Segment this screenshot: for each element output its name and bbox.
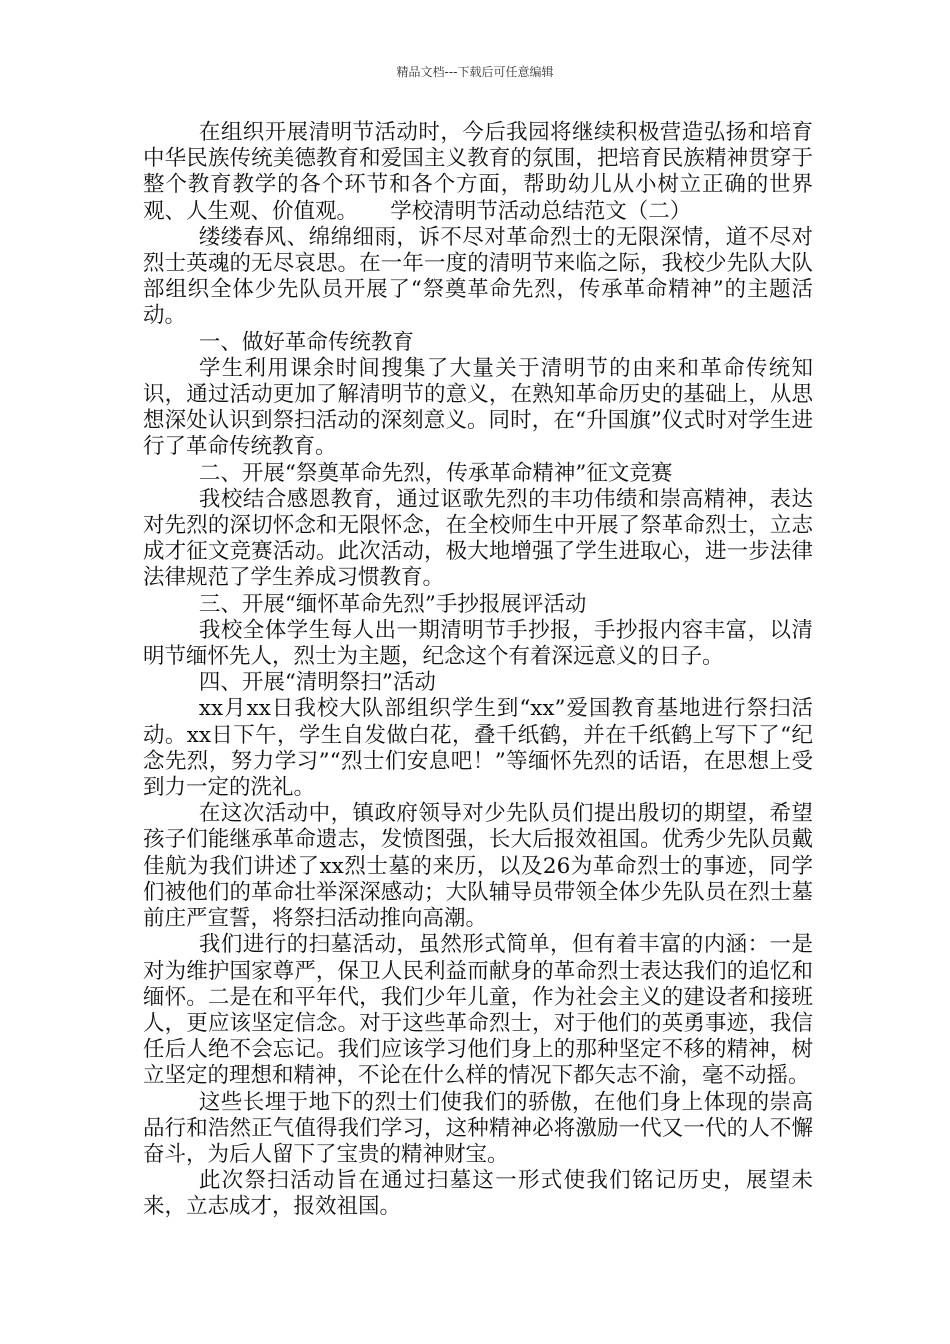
paragraph: 我们进行的扫墓活动，虽然形式简单，但有着丰富的内涵：一是对为维护国家尊严，保卫人民利益而献身的革命烈士表达我们的追忆和缅怀。二是在和平年代，我们少年儿童，作为社会主义的建设者和接班人，更应该坚定信念。对于这些革命烈士，对于他们的英勇事迹，我信任后人绝不会忘记。我们应该学习他们身上的那种坚定不移的精神，树立坚定的理想和精神，不论在什么样的情况下都矢志不渝，毫不动摇。 (143, 932, 813, 1089)
paragraph: 我校结合感恩教育，通过讴歌先烈的丰功伟绩和崇高精神，表达对先烈的深切怀念和无限怀念，在全校师生中开展了祭革命烈士，立志成才征文竞赛活动。此次活动，极大地增强了学生进取心，进一步法律法律规范了学生养成习惯教育。 (143, 486, 813, 591)
paragraph: 在组织开展清明节活动时，今后我园将继续积极营造弘扬和培育中华民族传统美德教育和爱国主义教育的氛围，把培育民族精神贯穿于整个教育教学的各个环节和各个方面，帮助幼儿从小树立正确的世界观、人生观、价值观。 学校清明节活动总结范文（二） (143, 120, 813, 224)
page-header: 精品文档---下载后可任意编辑 (396, 65, 554, 79)
section-heading: 三、开展“缅怀革命先烈”手抄报展评活动 (198, 591, 587, 617)
paragraph: 这些长埋于地下的烈士们使我们的骄傲，在他们身上体现的崇高品行和浩然正气值得我们学习，这种精神必将激励一代又一代的人不懈奋斗，为后人留下了宝贵的精神财宝。 (143, 1089, 813, 1167)
paragraph: 此次祭扫活动旨在通过扫墓这一形式使我们铭记历史，展望未来，立志成才，报效祖国。 (143, 1168, 813, 1220)
paragraph: 在这次活动中，镇政府领导对少先队员们提出殷切的期望，希望孩子们能继承革命遗志，发愤图强，长大后报效祖国。优秀少先队员戴佳航为我们讲述了xx烈士墓的来历，以及26为革命烈士的事迹，同学们被他们的革命壮举深深感动；大队辅导员带领全体少先队员在烈士墓前庄严宣誓，将祭扫活动推向高潮。 (143, 801, 813, 932)
paragraph: 我校全体学生每人出一期清明节手抄报，手抄报内容丰富，以清明节缅怀先人，烈士为主题，纪念这个有着深远意义的日子。 (143, 617, 813, 670)
paragraph: 缕缕春风、绵绵细雨，诉不尽对革命烈士的无限深情，道不尽对烈士英魂的无尽哀思。在一年一度的清明节来临之际，我校少先队大队部组织全体少先队员开展了“祭奠革命先烈，传承革命精神”的主题活动。 (143, 224, 813, 329)
section-heading: 一、做好革命传统教育 (198, 329, 414, 355)
section-heading: 二、开展“祭奠革命先烈，传承革命精神”征文竞赛 (198, 460, 673, 486)
section-heading: 四、开展“清明祭扫”活动 (198, 670, 436, 696)
paragraph: 学生利用课余时间搜集了大量关于清明节的由来和革命传统知识，通过活动更加了解清明节的意义，在熟知革命历史的基础上，从思想深处认识到祭扫活动的深刻意义。同时，在“升国旗”仪式时对学生进行了革命传统教育。 (143, 355, 813, 460)
document-body (143, 120, 813, 1221)
paragraph: xx月xx日我校大队部组织学生到“xx”爱国教育基地进行祭扫活动。xx日下午，学生自发做白花，叠千纸鹤，并在千纸鹤上写下了“纪念先烈，努力学习”“烈士们安息吧！”等缅怀先烈的话语，在思想上受到力一定的洗礼。 (143, 696, 813, 801)
